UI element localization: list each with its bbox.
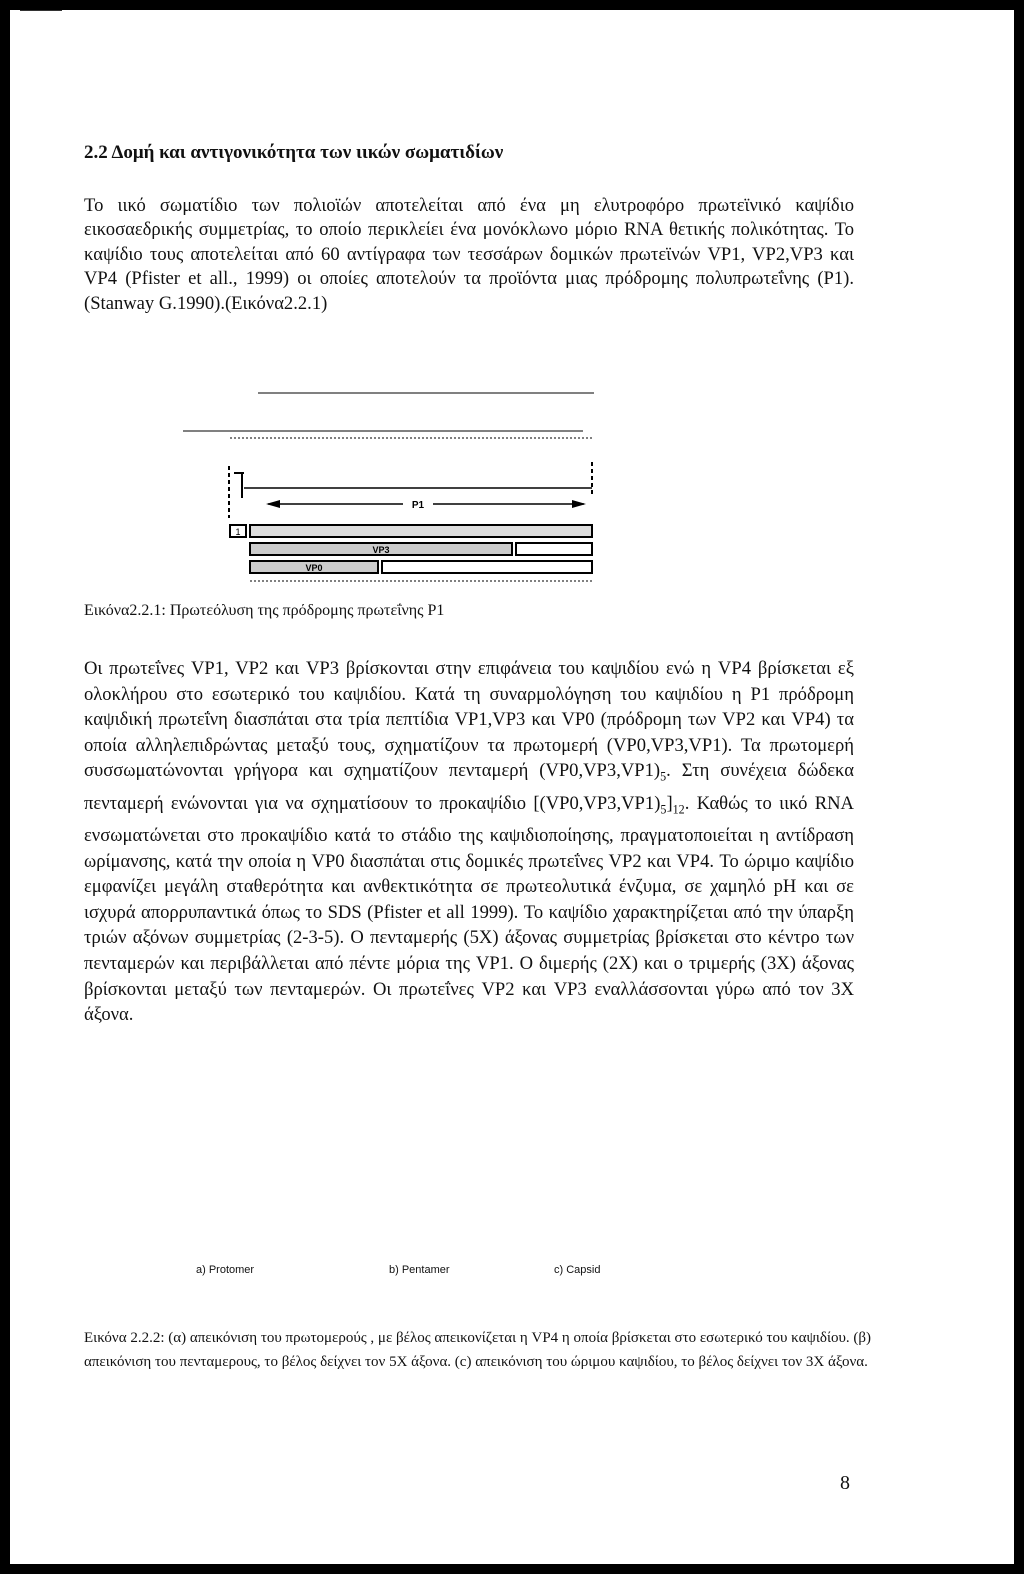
p1-arrow-left-head — [266, 500, 280, 508]
figure1-caption: Εικόνα2.2.1: Πρωτεόλυση της πρόδρομης πρωτεΐνης P1 — [84, 602, 445, 619]
segment-1-label: 1 — [235, 527, 241, 537]
document-page — [10, 10, 1014, 1564]
vp0-remaining-bar — [382, 561, 592, 573]
figure2-caption: Εικόνα 2.2.2: (α) απεικόνιση του πρωτομερούς , με βέλος απεικονίζεται η VP4 η οποία βρίσκεται στο εσωτερικό του καψιδίου. (β) απεικόνιση του πενταμερους, το βέλος δείχνει τον 5X άξονα. (c) απεικόνιση του ώριμου καψιδίου, το βέλος δείχνει τον 3X άξονα. — [84, 1330, 872, 1370]
paragraph-intro: Το ιικό σωματίδιο των πολιοϊών αποτελείται από ένα μη ελυτροφόρο πρωτεϊνικό καψίδιο εικοσαεδρικής συμμετρίας, το οποίο περικλείει ένα μονόκλωνο μόριο RNA θετικής πολικότητας. Το καψίδιο τους αποτελείται από 60 αντίγραφα των τεσσάρων δομικών πρωτεϊνών VP1, VP2,VP3 και VP4 (Pfister et all., 1999) οι οποίες αποτελούν τα προϊόντα μιας πρόδρομης πολυπρωτεΐνης (P1).(Stanway G.1990).(Εικόνα2.2.1) — [84, 195, 854, 314]
vp3-label: VP3 — [372, 545, 390, 555]
p1-label: P1 — [411, 500, 425, 511]
vp0-label: VP0 — [305, 563, 323, 573]
page-number: 8 — [840, 1472, 850, 1494]
top-edge-mark — [20, 10, 62, 11]
protomer-label: a) Protomer — [196, 1264, 255, 1276]
p1-proteolysis-diagram — [168, 378, 608, 598]
p1-arrow-right-head — [572, 500, 586, 508]
paragraph-assembly: Οι πρωτεΐνες VP1, VP2 και VP3 βρίσκονται στην επιφάνεια του καψιδίου ενώ η VP4 βρίσκεται εξ ολοκλήρου στο εσωτερικό του καψιδίου. Κατά τη συναρμολόγηση του καψιδίου η P1 πρόδρομη καψιδική πρωτεΐνη διασπάται στα τρία πεπτίδια VP1,VP3 και VP0 (πρόδρομη των VP2 και VP4) τα οποία αλληλεπιδρώντας μεταξύ τους, σχηματίζουν τα πρωτομερή (VP0,VP3,VP1). Τα πρωτομερή συσσωματώνονται γρήγορα και σχηματίζουν πενταμερή $(VP0,VP3,VP1)_5$. Στη συνέχεια δώδεκα πενταμερή ενώνονται για να σχηματίσουν το προκαψίδιο $[(VP0,VP3,VP1)_5]_{12}$. Καθώς το ιικό RNA ενσωματώνεται στο προκαψίδιο κατά το στάδιο της καψιδιοποίησης, πραγματοποιείται η αντίδραση ωρίμανσης, κατά την οποία η VP0 διασπάται στις δομικές πρωτεΐνες VP2 και VP4. Το ώριμο καψίδιο εμφανίζει μεγάλη σταθερότητα και ανθεκτικότητα σε πρωτεολυτικά ένζυμα, σε χαμηλό pH και σε ισχυρά απορρυπαντικά όπως το SDS (Pfister et all 1999). Το καψίδιο χαρακτηρίζεται από την ύπαρξη τριών αξόνων συμμετρίας (2-3-5). Ο πενταμερής (5X) άξονας συμμετρίας βρίσκεται στο κέντρο των πενταμερών και περιβάλλεται από πέντε μόρια της VP1. Ο διμερής (2X) και ο τριμερής (3X) άξονας βρίσκονται μεταξύ των πενταμερών. Οι πρωτεΐνες VP2 και VP3 εναλλάσσονται γύρω από τον 3X άξονα. — [84, 658, 854, 1026]
pentamer-label: b) Pentamer — [389, 1264, 450, 1276]
capsid-label: c) Capsid — [554, 1264, 601, 1276]
vp1-segment-bar — [516, 543, 592, 555]
section-title: 2.2 Δομή και αντιγονικότητα των ιικών σωματιδίων — [84, 142, 504, 163]
p1-polyprotein-bar — [250, 525, 592, 537]
